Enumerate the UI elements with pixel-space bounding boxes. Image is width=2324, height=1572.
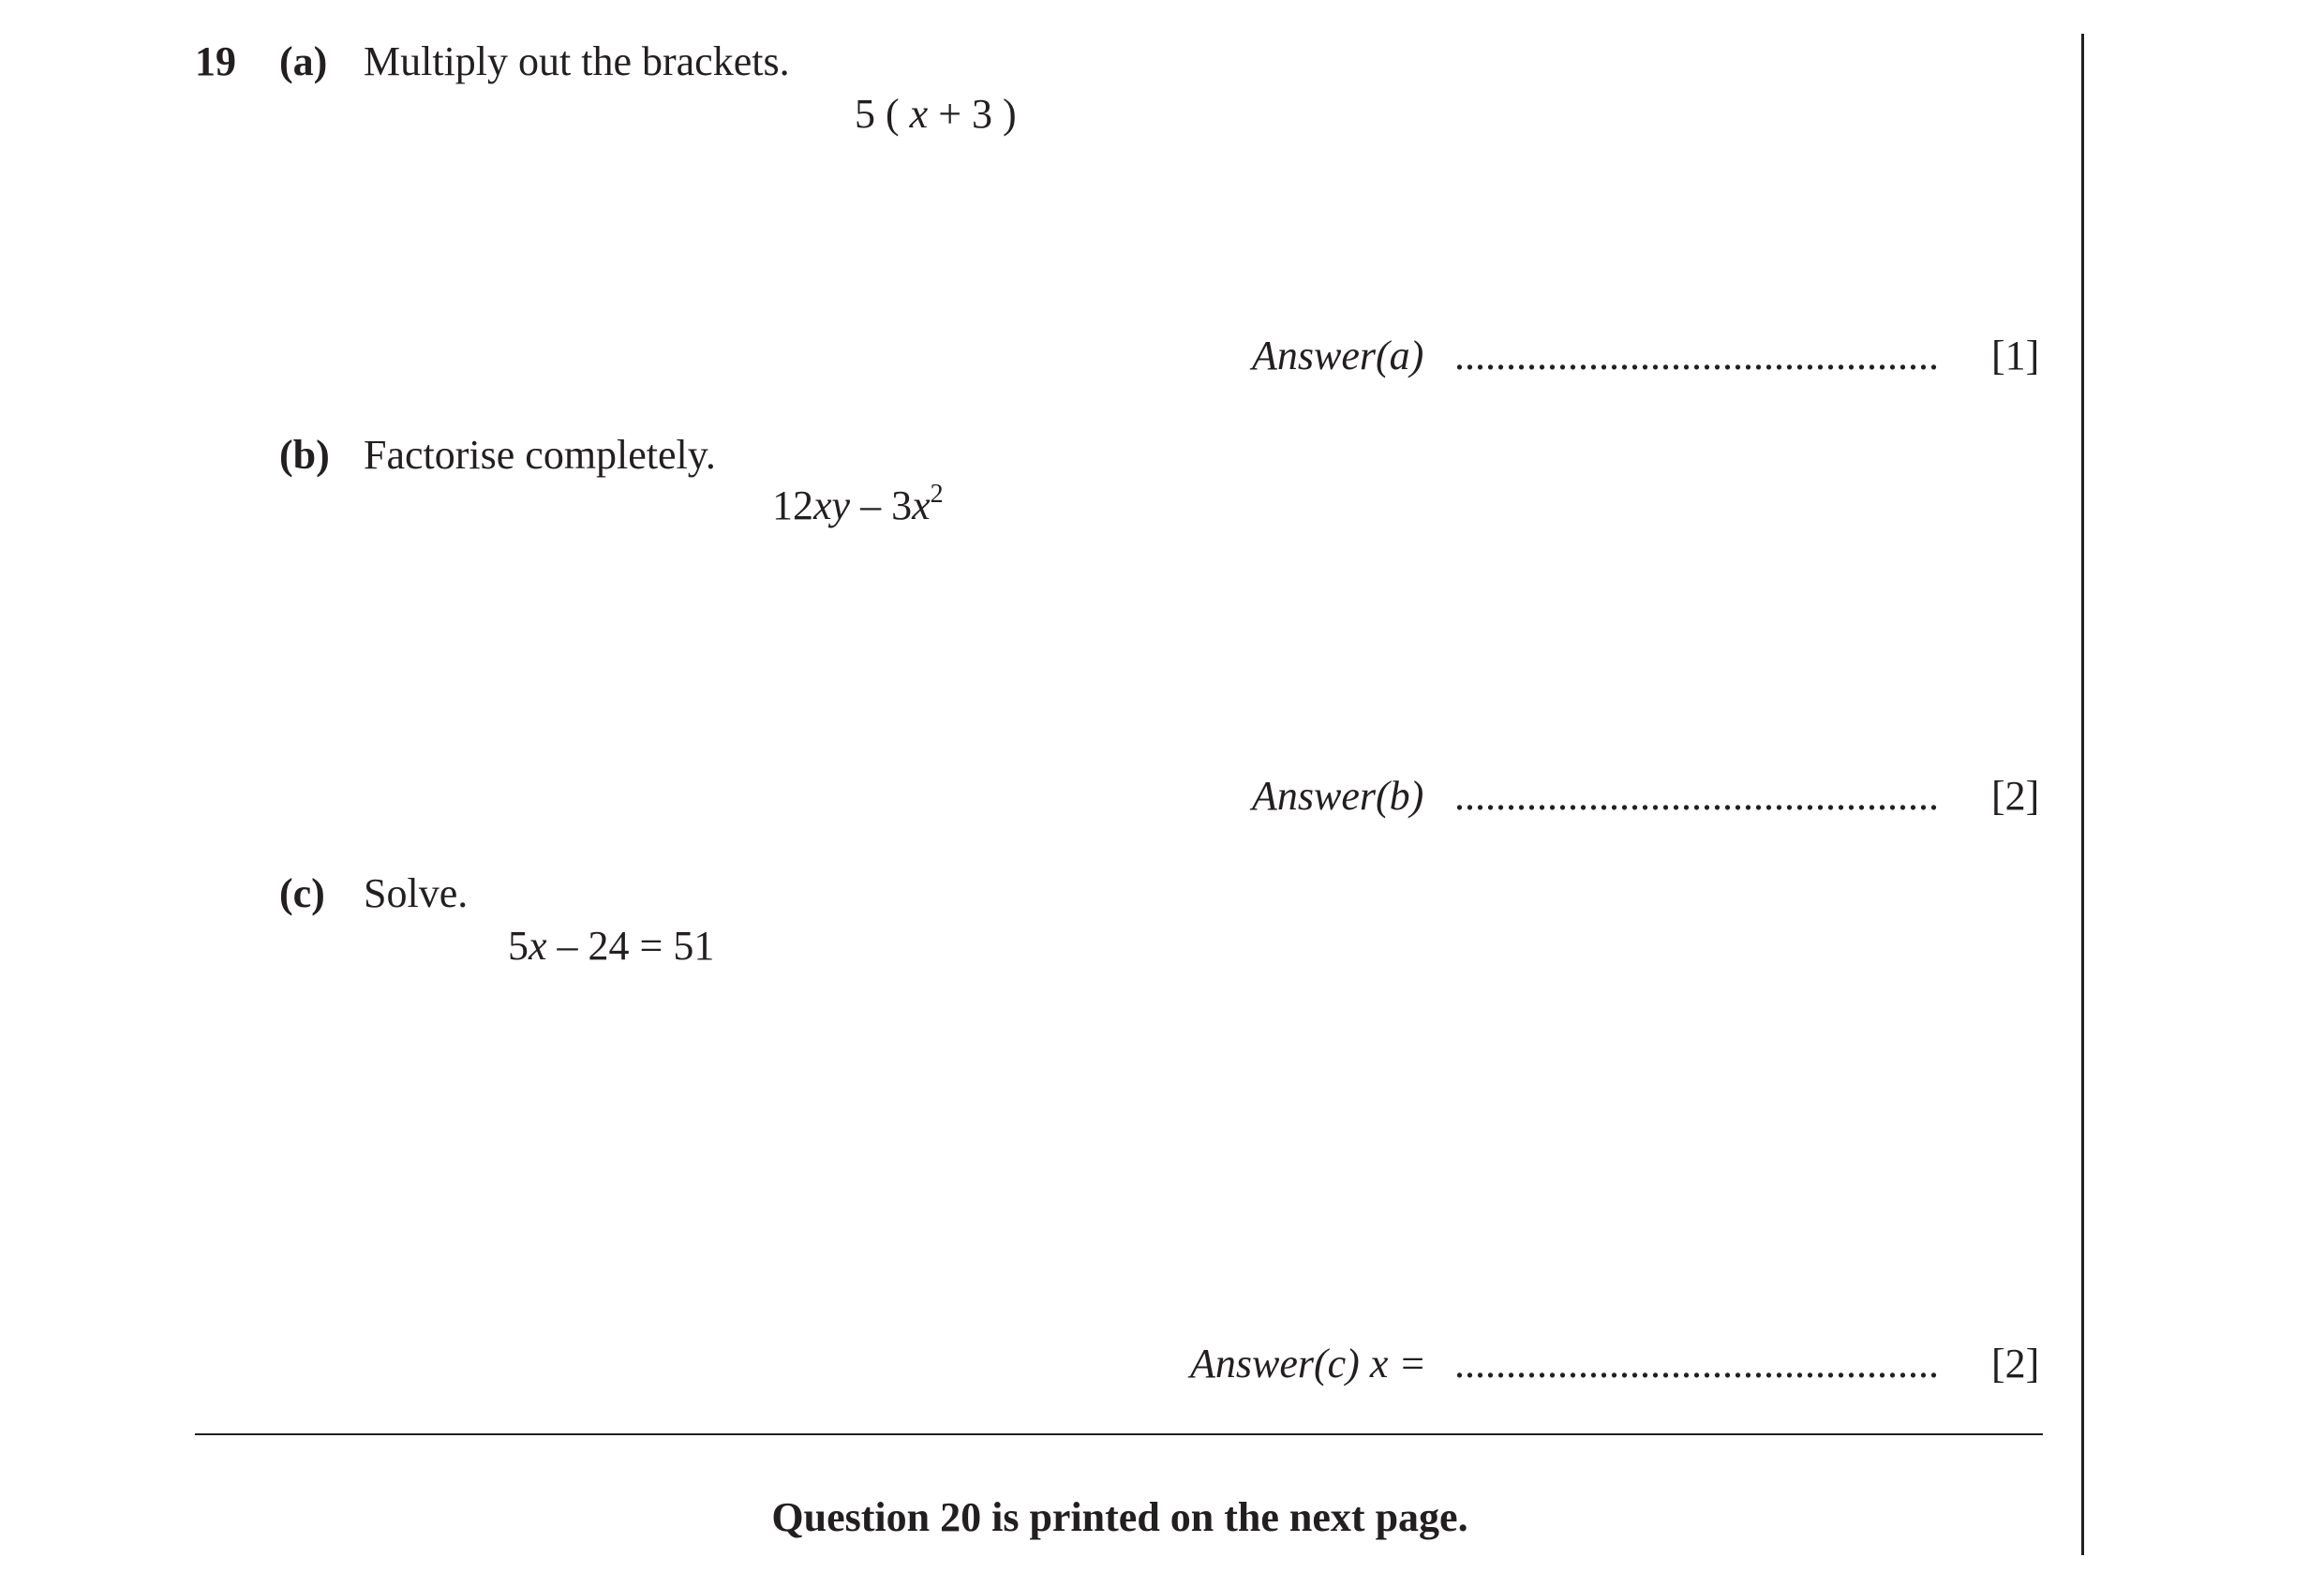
part-c-instruction: Solve. <box>364 870 469 916</box>
part-a-expression: 5 ( x + 3 ) <box>855 91 1017 137</box>
margin-rule <box>2081 34 2084 1555</box>
section-divider <box>195 1433 2043 1435</box>
question-number: 19 <box>195 38 236 84</box>
answer-a-line[interactable]: ............................................... <box>1454 333 1939 378</box>
answer-c-label: Answer(c) x = <box>1190 1341 1427 1387</box>
answer-b-label: Answer(b) <box>1252 773 1424 819</box>
part-c-expression: 5x – 24 = 51 <box>508 923 715 969</box>
part-c-label: (c) <box>279 870 325 916</box>
answer-c-line[interactable]: ............................................... <box>1454 1341 1939 1387</box>
part-b-instruction: Factorise completely. <box>364 432 716 478</box>
answer-a-label: Answer(a) <box>1252 333 1424 378</box>
part-b-expression: $12xy - 3x^2$ <box>772 480 944 528</box>
answer-b-line[interactable]: ............................................... <box>1454 773 1939 819</box>
footer-note: Question 20 is printed on the next page. <box>771 1494 1468 1540</box>
part-b-label: (b) <box>279 432 330 478</box>
part-a-instruction: Multiply out the brackets. <box>364 38 790 84</box>
answer-a-marks: [1] <box>1991 333 2040 378</box>
answer-c-marks: [2] <box>1991 1341 2040 1387</box>
part-a-label: (a) <box>279 38 328 84</box>
answer-b-marks: [2] <box>1991 773 2040 819</box>
